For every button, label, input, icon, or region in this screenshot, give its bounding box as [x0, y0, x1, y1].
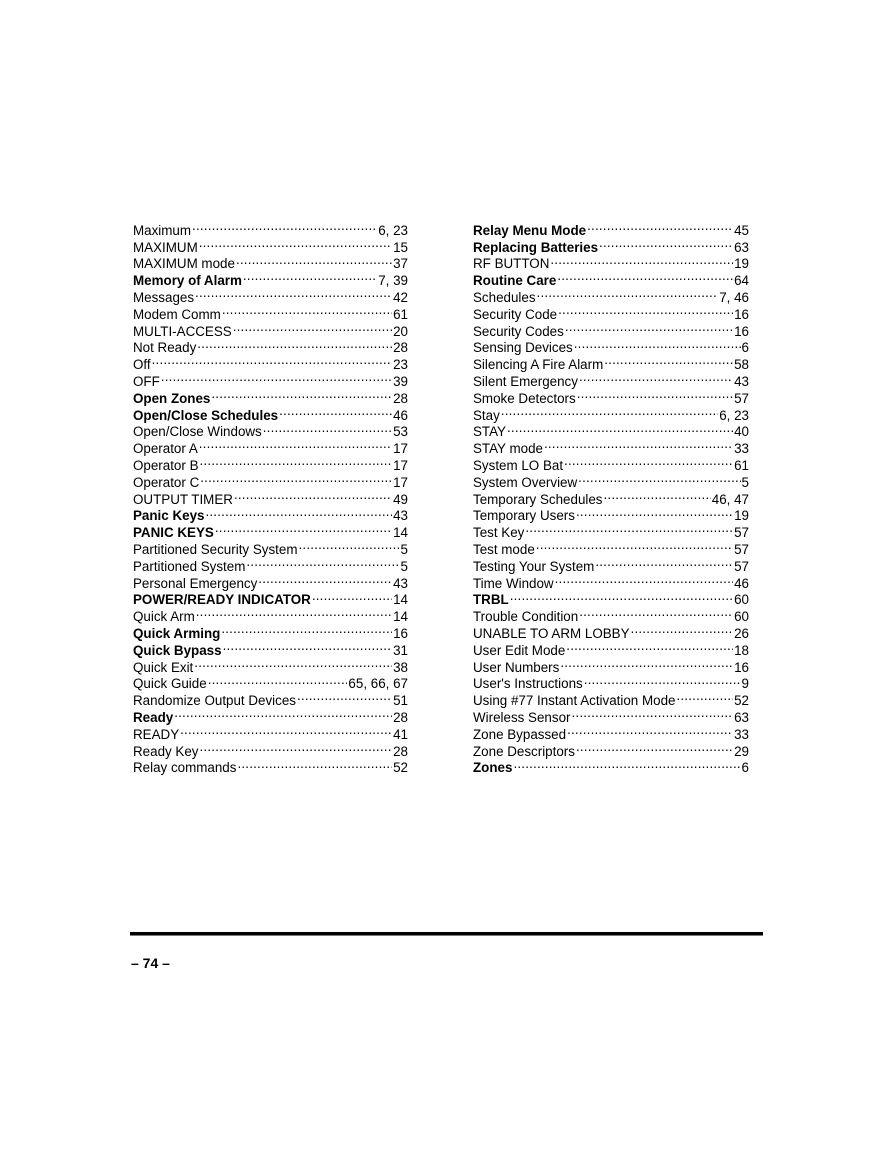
- index-term: Operator C: [133, 474, 200, 490]
- index-page-refs: 14: [393, 592, 408, 608]
- index-page-refs: 28: [393, 743, 408, 759]
- index-term: Ready: [133, 709, 174, 725]
- index-entry: [133, 386, 408, 406]
- index-page-refs: 64: [734, 273, 749, 289]
- index-term: Stay: [473, 407, 500, 423]
- dot-leader: [550, 252, 733, 269]
- index-term: Relay Menu Mode: [473, 222, 587, 238]
- dot-leader: [246, 554, 399, 571]
- dot-leader: [205, 504, 392, 521]
- index-page-refs: 17: [393, 474, 408, 490]
- index-term: POWER/READY INDICATOR: [133, 592, 311, 608]
- dot-leader: [579, 369, 733, 386]
- index-page-refs: 61: [393, 306, 408, 322]
- index-term: System Overview: [473, 474, 578, 490]
- index-page-refs: 49: [393, 491, 408, 507]
- dot-leader: [579, 604, 733, 621]
- dot-leader: [199, 235, 392, 252]
- dot-leader: [587, 218, 733, 235]
- index-term: Relay commands: [133, 760, 237, 776]
- index-term: Quick Arming: [133, 625, 221, 641]
- dot-leader: [263, 420, 392, 437]
- index-page-refs: 38: [393, 659, 408, 675]
- index-term: Security Code: [473, 306, 558, 322]
- index-term: Silent Emergency: [473, 373, 578, 389]
- index-term: Personal Emergency: [133, 575, 258, 591]
- index-term: OFF: [133, 373, 160, 389]
- index-page-refs: 43: [734, 373, 749, 389]
- index-page-refs: 6: [741, 760, 749, 776]
- index-entry: [133, 352, 408, 373]
- dot-leader: [571, 705, 733, 722]
- dot-leader: [312, 588, 392, 605]
- dot-leader: [161, 369, 392, 386]
- index-page-refs: 52: [734, 693, 749, 709]
- index-page-refs: 14: [393, 525, 408, 541]
- dot-leader: [576, 504, 733, 521]
- dot-leader: [560, 655, 733, 672]
- dot-leader: [537, 285, 719, 302]
- index-term: MAXIMUM mode: [133, 256, 235, 272]
- index-page-refs: 57: [734, 541, 749, 557]
- index-term: Using #77 Instant Activation Mode: [473, 693, 676, 709]
- index-term: Open/Close Schedules: [133, 407, 279, 423]
- index-term: User Numbers: [473, 659, 560, 675]
- dot-leader: [510, 588, 733, 605]
- dot-leader: [604, 487, 711, 504]
- dot-leader: [200, 470, 392, 487]
- index-entry: [133, 722, 408, 742]
- dot-leader: [576, 739, 733, 756]
- dot-leader: [215, 520, 392, 537]
- index-page-refs: 43: [393, 575, 408, 591]
- index-term: Zone Bypassed: [473, 726, 567, 742]
- index-page-refs: 45: [734, 222, 749, 238]
- index-term: Quick Bypass: [133, 642, 222, 658]
- index-page-refs: 16: [734, 323, 749, 339]
- index-term: STAY mode: [473, 441, 543, 457]
- dot-leader: [595, 554, 733, 571]
- index-page-refs: 33: [734, 726, 749, 742]
- dot-leader: [197, 336, 392, 353]
- index-page-refs: 51: [393, 693, 408, 709]
- index-term: Ready Key: [133, 743, 199, 759]
- dot-leader: [236, 252, 392, 269]
- index-term: Randomize Output Devices: [133, 693, 296, 709]
- index-term: Maximum: [133, 222, 192, 238]
- index-term: Quick Exit: [133, 659, 194, 675]
- dot-leader: [557, 268, 733, 285]
- index-entry: [473, 604, 749, 625]
- index-page-refs: 19: [734, 508, 749, 524]
- index-page-refs: 5: [400, 558, 408, 574]
- index-page-refs: 65, 66, 67: [348, 676, 408, 692]
- dot-leader: [578, 470, 740, 487]
- index-page-refs: 17: [393, 457, 408, 473]
- dot-leader: [243, 268, 377, 285]
- index-page-refs: 52: [393, 760, 408, 776]
- dot-leader: [208, 672, 348, 689]
- dot-leader: [223, 638, 393, 655]
- index-page-refs: 43: [393, 508, 408, 524]
- dot-leader: [298, 537, 399, 554]
- dot-leader: [676, 688, 733, 705]
- index-entry: [473, 218, 749, 238]
- dot-leader: [194, 655, 392, 672]
- index-page-refs: 28: [393, 340, 408, 356]
- index-term: Smoke Detectors: [473, 390, 576, 406]
- index-term: STAY: [473, 424, 506, 440]
- index-page-refs: 5: [741, 474, 749, 490]
- dot-leader: [577, 386, 733, 403]
- index-term: Zones: [473, 760, 513, 776]
- index-term: Memory of Alarm: [133, 273, 242, 289]
- index-entry: [473, 436, 749, 457]
- index-term: RF BUTTON: [473, 256, 550, 272]
- index-page-refs: 60: [734, 592, 749, 608]
- dot-leader: [564, 453, 733, 470]
- dot-leader: [507, 420, 733, 437]
- index-page-refs: 17: [393, 441, 408, 457]
- dot-leader: [211, 386, 392, 403]
- index-term: Time Window: [473, 575, 554, 591]
- dot-leader: [555, 571, 733, 588]
- dot-leader: [631, 621, 734, 638]
- index-page-refs: 46, 47: [711, 491, 749, 507]
- index-page-refs: 63: [734, 239, 749, 255]
- index-term: User's Instructions: [473, 676, 583, 692]
- index-term: OUTPUT TIMER: [133, 491, 233, 507]
- index-term: Partitioned System: [133, 558, 246, 574]
- index-term: TRBL: [473, 592, 509, 608]
- dot-leader: [192, 218, 377, 235]
- index-term: Testing Your System: [473, 558, 595, 574]
- index-term: MULTI-ACCESS: [133, 323, 232, 339]
- index-term: Quick Guide: [133, 676, 207, 692]
- dot-leader: [222, 302, 392, 319]
- index-page-refs: 6: [741, 340, 749, 356]
- dot-leader: [574, 336, 741, 353]
- index-page-refs: 37: [393, 256, 408, 272]
- index-term: Temporary Schedules: [473, 491, 603, 507]
- index-page-refs: 14: [393, 609, 408, 625]
- dot-leader: [567, 722, 733, 739]
- index-entry: [133, 705, 408, 725]
- index-page-refs: 9: [741, 676, 749, 692]
- index-page-refs: 26: [734, 625, 749, 641]
- index-term: Off: [133, 357, 151, 373]
- index-term: Panic Keys: [133, 508, 205, 524]
- index-term: Wireless Sensor: [473, 709, 571, 725]
- dot-leader: [152, 352, 392, 369]
- dot-leader: [558, 302, 733, 319]
- index-page-refs: 61: [734, 457, 749, 473]
- dot-leader: [279, 403, 392, 420]
- dot-leader: [258, 571, 392, 588]
- dot-leader: [584, 672, 741, 689]
- index-entry: [473, 420, 749, 440]
- dot-leader: [599, 235, 733, 252]
- dot-leader: [604, 352, 733, 369]
- index-page-refs: 5: [400, 541, 408, 557]
- index-page-refs: 33: [734, 441, 749, 457]
- dot-leader: [544, 436, 733, 453]
- index-page-refs: 20: [393, 323, 408, 339]
- index-term: READY: [133, 726, 180, 742]
- index-page-refs: 41: [393, 726, 408, 742]
- dot-leader: [565, 319, 733, 336]
- index-term: System LO Bat: [473, 457, 564, 473]
- index-term: Open/Close Windows: [133, 424, 262, 440]
- dot-leader: [234, 487, 392, 504]
- index-page-refs: 42: [393, 289, 408, 305]
- dot-leader: [200, 453, 393, 470]
- index-page-refs: 6, 23: [719, 407, 749, 423]
- index-term: Sensing Devices: [473, 340, 573, 356]
- index-term: PANIC KEYS: [133, 525, 214, 541]
- dot-leader: [525, 520, 733, 537]
- index-page-refs: 60: [734, 609, 749, 625]
- index-page-refs: 57: [734, 525, 749, 541]
- index-page-refs: 28: [393, 709, 408, 725]
- index-term: Partitioned Security System: [133, 541, 298, 557]
- dot-leader: [200, 739, 393, 756]
- index-page-refs: 40: [734, 424, 749, 440]
- index-entry: [473, 403, 749, 423]
- index-page-refs: 16: [734, 659, 749, 675]
- index-page-refs: 63: [734, 709, 749, 725]
- index-page-refs: 28: [393, 390, 408, 406]
- index-term: Zone Descriptors: [473, 743, 575, 759]
- index-page-refs: 15: [393, 239, 408, 255]
- index-term: Trouble Condition: [473, 609, 579, 625]
- index-term: Silencing A Fire Alarm: [473, 357, 604, 373]
- index-page-refs: 23: [393, 357, 408, 373]
- index-term: Routine Care: [473, 273, 557, 289]
- dot-leader: [196, 604, 392, 621]
- index-term: Quick Arm: [133, 609, 195, 625]
- index-column-right: [473, 218, 749, 776]
- index-page-refs: 29: [734, 743, 749, 759]
- index-term: Modem Comm: [133, 306, 221, 322]
- dot-leader: [501, 403, 718, 420]
- dot-leader: [297, 688, 392, 705]
- index-page-refs: 39: [393, 373, 408, 389]
- index-term: Operator B: [133, 457, 199, 473]
- index-page-refs: 16: [734, 306, 749, 322]
- index-page-refs: 7, 39: [378, 273, 408, 289]
- dot-leader: [180, 722, 392, 739]
- index-term: User Edit Mode: [473, 642, 566, 658]
- index-page-refs: 16: [393, 625, 408, 641]
- dot-leader: [536, 537, 733, 554]
- index-entry: [133, 218, 408, 238]
- index-term: Messages: [133, 289, 195, 305]
- dot-leader: [195, 285, 392, 302]
- index-term: Test Key: [473, 525, 525, 541]
- index-term: Open Zones: [133, 390, 211, 406]
- index-page-refs: 6, 23: [378, 222, 408, 238]
- dot-leader: [237, 756, 392, 773]
- index-page-refs: 57: [734, 390, 749, 406]
- index-page-refs: 18: [734, 642, 749, 658]
- dot-leader: [566, 638, 733, 655]
- index-page-refs: 53: [393, 424, 408, 440]
- dot-leader: [199, 436, 392, 453]
- index-term: UNABLE TO ARM LOBBY: [473, 625, 630, 641]
- index-term: Security Codes: [473, 323, 564, 339]
- page-number: – 74 –: [131, 955, 170, 971]
- index-term: Operator A: [133, 441, 198, 457]
- index-term: Schedules: [473, 289, 536, 305]
- dot-leader: [513, 756, 740, 773]
- index-page-refs: 46: [734, 575, 749, 591]
- index-term: Not Ready: [133, 340, 197, 356]
- index-entry: [133, 369, 408, 389]
- dot-leader: [174, 705, 392, 722]
- index-page-refs: 7, 46: [719, 289, 749, 305]
- index-term: Temporary Users: [473, 508, 575, 524]
- index-page-refs: 58: [734, 357, 749, 373]
- dot-leader: [233, 319, 392, 336]
- index-term: Replacing Batteries: [473, 239, 599, 255]
- index-entry: [473, 588, 749, 608]
- index-page-refs: 31: [393, 642, 408, 658]
- index-term: Test mode: [473, 541, 535, 557]
- index-column-left: [133, 218, 408, 776]
- index-entry: [473, 756, 749, 776]
- dot-leader: [221, 621, 392, 638]
- index-page-refs: 57: [734, 558, 749, 574]
- index-term: MAXIMUM: [133, 239, 198, 255]
- footer-rule: [130, 932, 763, 936]
- index-page-refs: 46: [393, 407, 408, 423]
- index-page-refs: 19: [734, 256, 749, 272]
